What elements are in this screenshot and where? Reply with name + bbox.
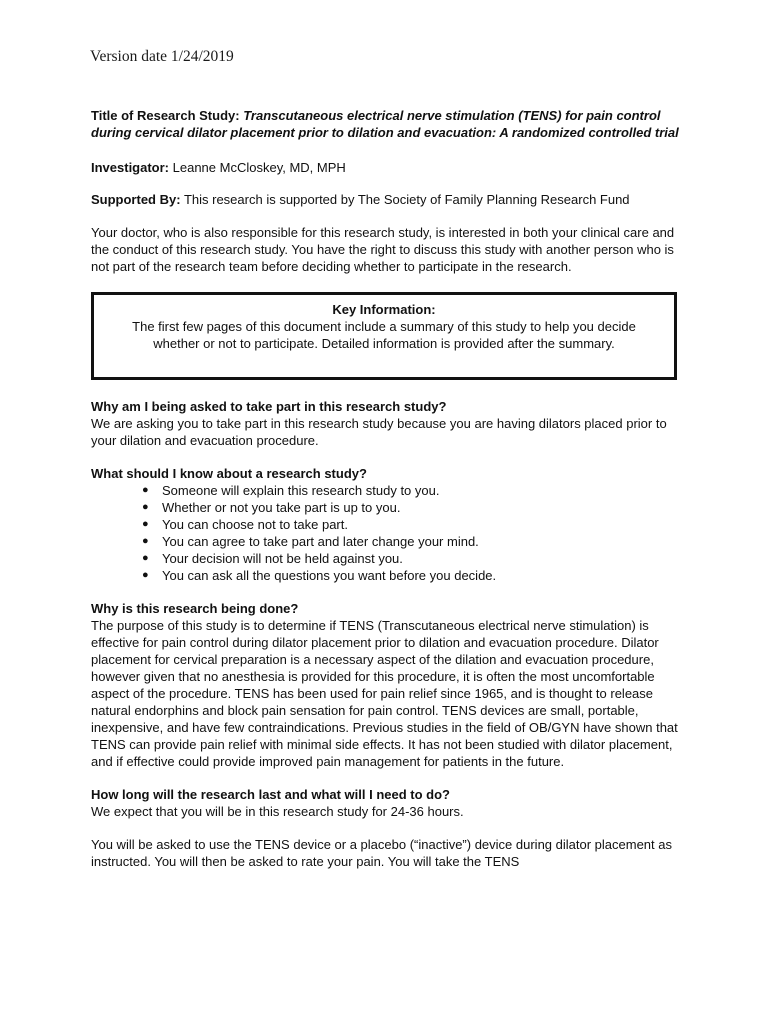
what-know-heading: What should I know about a research study?	[91, 466, 367, 481]
list-item	[142, 516, 683, 533]
bullet-icon: ●	[142, 501, 149, 513]
why-done-heading: Why is this research being done?	[91, 601, 299, 616]
investigator-line	[91, 159, 683, 176]
bullet-icon: ●	[142, 484, 149, 496]
bullet-icon: ●	[142, 552, 149, 564]
study-title	[91, 107, 683, 141]
list-item	[142, 482, 683, 499]
supported-by-value: This research is supported by The Society of Family Planning Research Fund	[183, 192, 630, 207]
why-asked-heading: Why am I being asked to take part in this research study?	[91, 399, 447, 414]
how-long-heading: How long will the research last and what will I need to do?	[91, 787, 450, 802]
supported-by-line	[91, 191, 683, 208]
bullet-icon: ●	[142, 569, 149, 581]
list-item-text: You can agree to take part and later change your mind.	[162, 534, 479, 549]
list-item-text: You can ask all the questions you want before you decide.	[162, 568, 497, 583]
what-know-list	[91, 482, 683, 584]
how-long-body: We expect that you will be in this research study for 24-36 hours.	[91, 804, 464, 819]
supported-by-label: Supported By:	[91, 192, 181, 207]
list-item-text: Someone will explain this research study to you.	[162, 483, 440, 498]
key-information-title: Key Information:	[332, 302, 436, 317]
list-item-text: Your decision will not be held against you.	[162, 551, 403, 566]
study-title-label: Title of Research Study:	[91, 108, 240, 123]
investigator-name: Leanne McCloskey, MD, MPH	[172, 160, 346, 175]
document-body	[91, 107, 683, 870]
bullet-icon: ●	[142, 535, 149, 547]
key-information-box	[91, 292, 677, 380]
list-item-text: Whether or not you take part is up to you.	[162, 500, 401, 515]
intro-paragraph: Your doctor, who is also responsible for this research study, is interested in both your clinical care and the conduct of this research study. You have the right to discuss this study with another person who is not part of the research team before deciding whether to participate in the research.	[91, 225, 675, 274]
why-asked-body: We are asking you to take part in this research study because you are having dilators placed prior to your dilation and evacuation procedure.	[91, 416, 667, 448]
list-item-text: You can choose not to take part.	[162, 517, 348, 532]
key-information-line-1: The first few pages of this document include a summary of this study to help you decide	[132, 319, 636, 334]
bullet-icon: ●	[142, 518, 149, 530]
list-item	[142, 550, 683, 567]
why-done-body: The purpose of this study is to determine if TENS (Transcutaneous electrical nerve stimulation) is effective for pain control during dilator placement prior to dilation and evacuation procedure. Dilator placement for cervical preparation is a necessary aspect of the dilation and evacuation procedure, however given that no anesthesia is provided for this procedure, it is often the most uncomfortable aspect of the procedure. TENS has been used for pain relief since 1965, and is thought to release natural endorphins and block pain sensation for pain control. TENS devices are small, portable, inexpensive, and have few contraindications. Previous studies in the field of OB/GYN have shown that TENS can provide pain relief with minimal side effects. It has not been studied with dilator placement, and if effective could provide improved pain management for patients in the future.	[91, 618, 678, 769]
list-item	[142, 533, 683, 550]
key-information-line-2: whether or not to participate. Detailed information is provided after the summary.	[153, 336, 615, 351]
procedure-paragraph: You will be asked to use the TENS device or a placebo (“inactive”) device during dilator placement as instructed. You will then be asked to rate your pain. You will take the TENS	[91, 837, 672, 869]
list-item	[142, 499, 683, 516]
list-item	[142, 567, 683, 584]
version-date: Version date 1/24/2019	[90, 48, 234, 65]
investigator-label: Investigator:	[91, 160, 170, 175]
study-title-text: Transcutaneous electrical nerve stimulation (TENS) for pain control during cervical dilator placement prior to dilation and evacuation: A randomized controlled trial	[91, 108, 679, 140]
